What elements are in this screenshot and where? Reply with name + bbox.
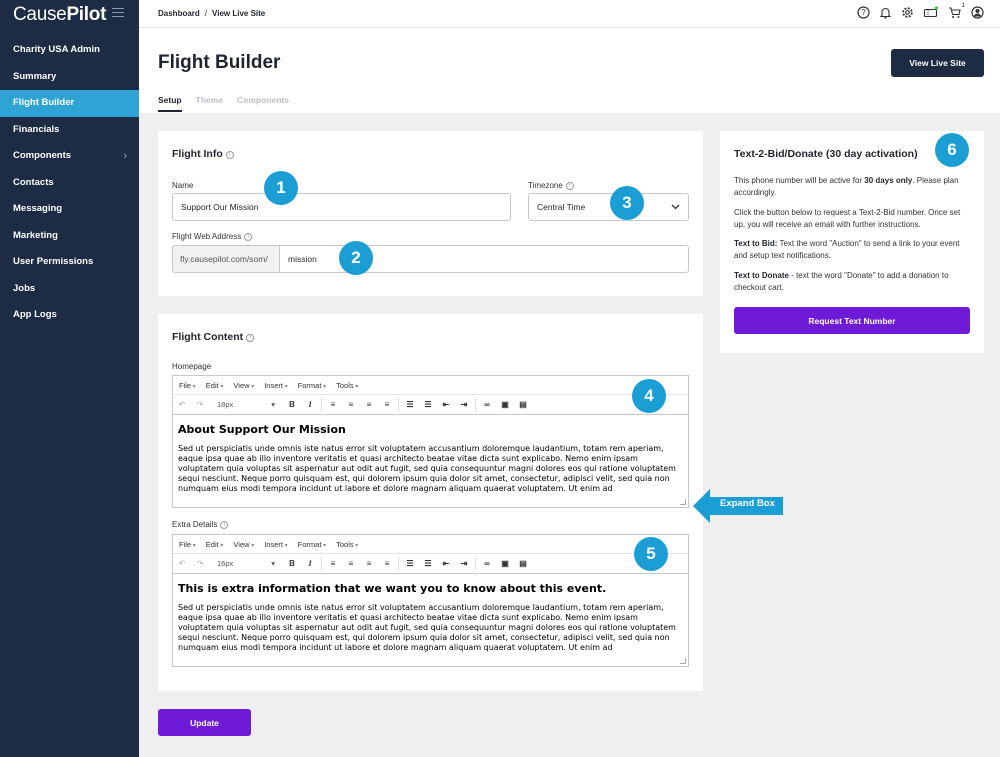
breadcrumb-dashboard[interactable]: Dashboard bbox=[158, 9, 200, 18]
tab-components[interactable]: Components bbox=[237, 95, 289, 105]
italic-icon[interactable]: I bbox=[308, 559, 312, 568]
media-icon[interactable]: ▤ bbox=[519, 400, 527, 409]
user-icon[interactable] bbox=[971, 6, 984, 19]
align-center-icon[interactable]: ≡ bbox=[348, 559, 354, 568]
sidebar-item-marketing[interactable]: Marketing bbox=[13, 229, 58, 241]
tab-setup[interactable]: Setup bbox=[158, 95, 182, 112]
homepage-editor[interactable] bbox=[172, 375, 689, 508]
sidebar-item-user-permissions[interactable]: User Permissions bbox=[13, 256, 94, 267]
page-header bbox=[139, 28, 1000, 113]
timezone-select-value: Central Time bbox=[537, 202, 586, 212]
chevron-right-icon: › bbox=[123, 150, 127, 162]
text2bid-paragraph-4 bbox=[734, 270, 971, 294]
extra-details-label bbox=[172, 520, 228, 529]
sidebar-item-contacts[interactable]: Contacts bbox=[13, 176, 54, 188]
brand-part2: Pilot bbox=[66, 4, 107, 25]
breadcrumb bbox=[158, 9, 265, 18]
view-live-site-button[interactable]: View Live Site bbox=[891, 49, 984, 77]
step-badge-3: 3 bbox=[610, 186, 644, 220]
step-badge-6: 6 bbox=[935, 133, 969, 167]
info-icon[interactable]: i bbox=[244, 233, 252, 241]
align-right-icon[interactable]: ≡ bbox=[366, 559, 372, 568]
topbar bbox=[139, 0, 1000, 28]
sidebar-item-messaging[interactable]: Messaging bbox=[13, 203, 63, 214]
align-left-icon[interactable]: ≡ bbox=[330, 559, 336, 568]
menu-icon[interactable] bbox=[112, 8, 124, 17]
tab-theme[interactable]: Theme bbox=[195, 95, 224, 105]
font-size-value: 18px bbox=[217, 400, 234, 409]
toolbar-divider bbox=[321, 557, 322, 570]
media-icon[interactable]: ▤ bbox=[519, 559, 527, 568]
text2bid-paragraph-1 bbox=[734, 175, 971, 199]
image-icon[interactable]: ▣ bbox=[501, 559, 509, 568]
sidebar bbox=[0, 0, 139, 757]
undo-icon[interactable]: ↶ bbox=[178, 559, 186, 568]
timezone-label bbox=[528, 181, 574, 190]
request-text-number-button[interactable]: Request Text Number bbox=[734, 307, 970, 334]
text2bid-title: Text-2-Bid/Donate (30 day activation) bbox=[734, 148, 918, 160]
image-icon[interactable]: ▣ bbox=[501, 400, 509, 409]
font-size-select[interactable] bbox=[213, 398, 279, 412]
update-button[interactable]: Update bbox=[158, 709, 251, 736]
gear-icon[interactable] bbox=[901, 6, 914, 19]
sidebar-item-flight-builder[interactable]: Flight Builder bbox=[0, 90, 139, 117]
sidebar-nav bbox=[0, 37, 139, 329]
text2bid-p4-bold: Text to Donate bbox=[734, 271, 789, 280]
page-title: Flight Builder bbox=[158, 52, 281, 73]
extra-details-editor[interactable] bbox=[172, 534, 689, 667]
resize-handle[interactable] bbox=[680, 499, 686, 505]
bullet-list-icon[interactable]: ☰ bbox=[406, 400, 414, 409]
bold-icon[interactable]: B bbox=[289, 559, 295, 568]
tabs bbox=[158, 95, 289, 112]
chevron-down-icon: ▾ bbox=[271, 559, 275, 568]
redo-icon[interactable]: ↷ bbox=[196, 400, 204, 409]
text2bid-paragraph-2: Click the button below to request a Text-2-Bid number. Once set up, you will receive an email with further instructions. bbox=[734, 208, 961, 229]
brand-logo[interactable] bbox=[13, 4, 106, 26]
menu-format[interactable]: Format ▾ bbox=[298, 540, 326, 549]
outdent-icon[interactable]: ⇤ bbox=[442, 400, 450, 409]
undo-icon[interactable]: ↶ bbox=[178, 400, 186, 409]
editor-toolbar bbox=[173, 554, 688, 574]
align-right-icon[interactable]: ≡ bbox=[366, 400, 372, 409]
name-input[interactable] bbox=[172, 193, 511, 221]
menu-tools[interactable]: Tools ▾ bbox=[336, 540, 358, 549]
sidebar-item-summary[interactable]: Summary bbox=[13, 70, 57, 82]
sidebar-item-label: Components bbox=[13, 150, 72, 161]
numbered-list-icon[interactable]: ☰ bbox=[424, 559, 432, 568]
text2bid-p3-bold: Text to Bid: bbox=[734, 239, 778, 248]
redo-icon[interactable]: ↷ bbox=[196, 559, 204, 568]
chevron-down-icon: ▾ bbox=[271, 400, 275, 409]
name-input-value: Support Our Mission bbox=[181, 202, 259, 212]
numbered-list-icon[interactable]: ☰ bbox=[424, 400, 432, 409]
homepage-label: Homepage bbox=[172, 362, 212, 371]
extra-details-body-text: Sed ut perspiciatis unde omnis iste natus error sit voluptatem accusantium doloremque laudantium, totam rem aperiam, eaque ipsa quae ab illo inventore veritatis et quasi architecto beatae vitae dicta sunt explicabo. Nemo enim ipsam voluptatem quia voluptas sit aspernatur aut odit aut fugit, sed quia consequuntur magni dolores eos qui ratione voluptatem sequi nesciunt. Neque porro quisquam est, qui dolorem ipsum quia dolor sit amet, consectetur, adipisci velit, sed quia non numquam eius modi tempora incidunt ut labore et dolore magnam aliquam quaerat voluptatem. Ut enim ad bbox=[178, 603, 676, 652]
menu-edit[interactable]: Edit ▾ bbox=[206, 540, 224, 549]
menu-edit[interactable]: Edit ▾ bbox=[206, 381, 224, 390]
text2bid-p3-text: Text the word "Auction" to send a link to your event and setup text notifications. bbox=[734, 239, 960, 260]
flight-content-card bbox=[158, 314, 703, 691]
help-icon[interactable] bbox=[857, 6, 870, 19]
ticket-icon[interactable] bbox=[923, 6, 939, 19]
link-icon[interactable]: ∞ bbox=[484, 400, 490, 409]
expand-box-callout bbox=[693, 487, 783, 532]
extra-details-editor-body[interactable] bbox=[173, 574, 688, 666]
indent-icon[interactable]: ⇥ bbox=[460, 400, 468, 409]
sidebar-item-app-logs[interactable]: App Logs bbox=[13, 309, 57, 320]
flight-content-title bbox=[172, 331, 254, 343]
bullet-list-icon[interactable]: ☰ bbox=[406, 559, 414, 568]
menu-insert[interactable]: Insert ▾ bbox=[264, 381, 287, 390]
cart-icon[interactable] bbox=[948, 2, 965, 19]
editor-menubar bbox=[173, 535, 688, 554]
text2bid-paragraph-3 bbox=[734, 238, 971, 262]
indent-icon[interactable]: ⇥ bbox=[460, 559, 468, 568]
editor-toolbar bbox=[173, 395, 688, 415]
align-justify-icon[interactable]: ≡ bbox=[384, 559, 390, 568]
web-address-input-value: mission bbox=[288, 254, 317, 264]
timezone-select[interactable] bbox=[528, 193, 689, 221]
web-address-label-text: Flight Web Address bbox=[172, 232, 242, 241]
align-justify-icon[interactable]: ≡ bbox=[384, 400, 390, 409]
flight-info-title bbox=[172, 148, 234, 160]
cart-count: 1 bbox=[961, 2, 965, 9]
text2bid-p1-end: . Please plan accordingly. bbox=[734, 176, 959, 197]
toolbar-divider bbox=[475, 398, 476, 411]
font-size-select[interactable] bbox=[213, 557, 279, 571]
brand-part1: Cause bbox=[13, 4, 67, 25]
toolbar-divider bbox=[398, 557, 399, 570]
font-size-value: 16px bbox=[217, 559, 234, 568]
info-icon[interactable]: i bbox=[566, 182, 574, 190]
menu-tools[interactable]: Tools ▾ bbox=[336, 381, 358, 390]
sidebar-item-financials[interactable]: Financials bbox=[13, 123, 60, 135]
topbar-icons bbox=[857, 2, 984, 19]
align-left-icon[interactable]: ≡ bbox=[330, 400, 336, 409]
editor-menubar bbox=[173, 376, 688, 395]
timezone-label-text: Timezone bbox=[528, 181, 563, 190]
homepage-heading: About Support Our Mission bbox=[178, 423, 346, 436]
menu-insert[interactable]: Insert ▾ bbox=[264, 540, 287, 549]
homepage-body-text: Sed ut perspiciatis unde omnis iste natus error sit voluptatem accusantium doloremque laudantium, totam rem aperiam, eaque ipsa quae ab illo inventore veritatis et quasi architecto beatae vitae dicta sunt explicabo. Nemo enim ipsam voluptatem quia voluptas sit aspernatur aut odit aut fugit, sed quia consequuntur magni dolores eos qui ratione voluptatem sequi nesciunt. Neque porro quisquam est, qui dolorem ipsum quia dolor sit amet, consectetur, adipisci velit, sed quia non numquam eius modi tempora incidunt ut labore et dolore magnam aliquam quaerat voluptatem. Ut enim ad bbox=[178, 444, 676, 493]
menu-view[interactable]: View ▾ bbox=[233, 540, 254, 549]
menu-view[interactable]: View ▾ bbox=[233, 381, 254, 390]
italic-icon[interactable]: I bbox=[308, 400, 312, 409]
bell-icon[interactable] bbox=[879, 6, 892, 19]
homepage-editor-body[interactable] bbox=[173, 415, 688, 507]
outdent-icon[interactable]: ⇤ bbox=[442, 559, 450, 568]
step-badge-4: 4 bbox=[632, 379, 666, 413]
toolbar-divider bbox=[398, 398, 399, 411]
menu-format[interactable]: Format ▾ bbox=[298, 381, 326, 390]
text2bid-p4-text: - text the word "Donate" to add a donation to checkout cart. bbox=[734, 271, 949, 292]
text2bid-p1-text: This phone number will be active for bbox=[734, 176, 865, 185]
expand-box-label: Expand Box bbox=[720, 498, 775, 509]
flight-info-title-text: Flight Info bbox=[172, 148, 223, 160]
breadcrumb-view-live-site[interactable]: View Live Site bbox=[212, 9, 266, 18]
breadcrumb-separator: / bbox=[204, 9, 208, 18]
extra-details-heading: This is extra information that we want you to know about this event. bbox=[178, 582, 607, 595]
toolbar-divider bbox=[475, 557, 476, 570]
web-address-prefix: fly.causepilot.com/som/ bbox=[172, 245, 280, 273]
web-address-label bbox=[172, 232, 252, 241]
info-icon[interactable]: i bbox=[246, 334, 254, 342]
sidebar-item-charity-usa-admin[interactable]: Charity USA Admin bbox=[13, 44, 100, 55]
svg-text:?: ? bbox=[861, 8, 866, 18]
step-badge-1: 1 bbox=[264, 171, 298, 205]
flight-content-title-text: Flight Content bbox=[172, 331, 244, 343]
info-icon[interactable]: i bbox=[226, 151, 234, 159]
text2bid-p1-bold: 30 days only bbox=[864, 176, 913, 185]
resize-handle[interactable] bbox=[680, 658, 686, 664]
step-badge-5: 5 bbox=[634, 537, 668, 571]
bold-icon[interactable]: B bbox=[289, 400, 295, 409]
align-center-icon[interactable]: ≡ bbox=[348, 400, 354, 409]
step-badge-2: 2 bbox=[339, 241, 373, 275]
toolbar-divider bbox=[321, 398, 322, 411]
sidebar-item-components[interactable] bbox=[0, 143, 139, 170]
info-icon[interactable]: i bbox=[220, 521, 228, 529]
chevron-down-icon bbox=[671, 204, 680, 210]
menu-file[interactable]: File ▾ bbox=[179, 381, 196, 390]
link-icon[interactable]: ∞ bbox=[484, 559, 490, 568]
name-label: Name bbox=[172, 181, 194, 190]
sidebar-item-jobs[interactable]: Jobs bbox=[13, 282, 36, 294]
menu-file[interactable]: File ▾ bbox=[179, 540, 196, 549]
extra-details-label-text: Extra Details bbox=[172, 520, 218, 529]
